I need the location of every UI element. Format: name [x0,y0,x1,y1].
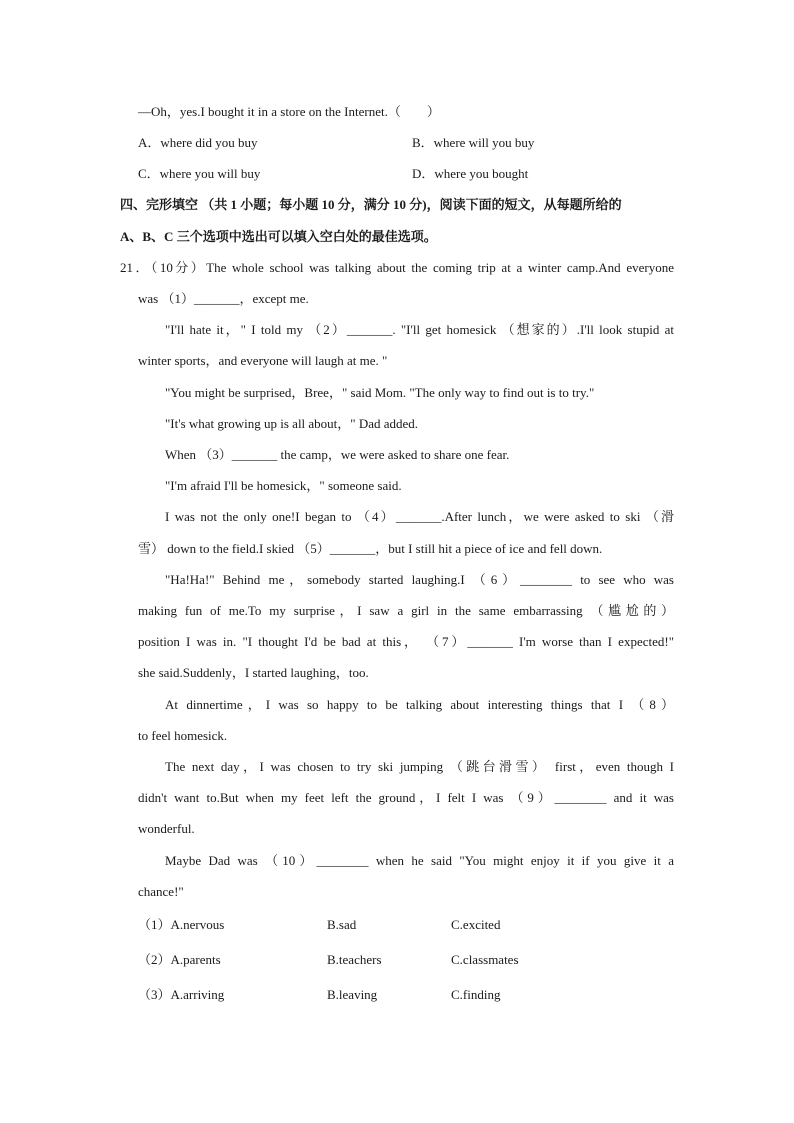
q21-line-20: Maybe Dad was （10）________ when he said "You might enjoy it if you give it a [165,853,674,868]
q21-line-17: The next day，I was chosen to try ski jumping （跳台滑雪） first，even though I [165,759,674,774]
q21-choice-1-b: B.sad [327,917,357,932]
q21-line-21: chance!" [138,884,184,899]
q21-line-2: was （1）_______，except me. [138,291,309,306]
q21-line-18: didn't want to.But when my feet left the ground，I felt I was （9）________ and it was [138,790,674,805]
q21-line-16: to feel homesick. [138,728,228,743]
q20-option-b: B．where will you buy [412,135,535,150]
q20-option-c: C．where you will buy [138,166,261,181]
q21-line-4: winter sports，and everyone will laugh at me. " [138,353,388,368]
q21-line-13: position I was in. "I thought I'd be bad at this， （7）_______ I'm worse than I expected!" [138,634,675,649]
q21-choice-3-a: （3）A.arriving [138,987,225,1002]
q21-line-15: At dinnertime，I was so happy to be talking about interesting things that I （8） [165,697,674,712]
q21-choice-2-c: C.classmates [451,952,519,967]
q21-choice-2-a: （2）A.parents [138,952,221,967]
q20-option-a: A．where did you buy [138,135,258,150]
q21-line-3: "I'll hate it，" I told my （2）_______. "I'll get homesick （想家的）.I'll look stupid at [165,322,674,337]
q21-choice-1-c: C.excited [451,917,501,932]
q21-line-11: "Ha!Ha!" Behind me，somebody started laughing.I （6）________ to see who was [165,572,674,587]
section4-heading-line2: A、B、C 三个选项中选出可以填入空白处的最佳选项。 [120,229,437,244]
q21-line-8: "I'm afraid I'll be homesick，" someone said. [165,478,402,493]
q20-answer-line: —Oh，yes.I bought it in a store on the Internet.（ ） [138,104,440,119]
q21-line-6: "It's what growing up is all about，" Dad added. [165,416,419,431]
q21-choice-2-b: B.teachers [327,952,382,967]
q21-line-5: "You might be surprised，Bree，" said Mom. "The only way to find out is to try." [165,385,595,400]
q21-line-9: I was not the only one!I began to （4）_______.After lunch，we were asked to ski （滑 [165,509,674,524]
q21-choice-3-b: B.leaving [327,987,378,1002]
q21-line-1: 21．（10分）The whole school was talking about the coming trip at a winter camp.And everyone [120,260,674,275]
q21-line-19: wonderful. [138,821,195,836]
q20-option-d: D．where you bought [412,166,529,181]
q21-line-10: 雪） down to the field.I skied （5）_______，but I still hit a piece of ice and fell down. [138,541,603,556]
section4-heading-line1: 四、完形填空 （共 1 小题；每小题 10 分，满分 10 分)，阅读下面的短文，从每题所给的 [120,197,622,212]
q21-line-12: making fun of me.To my surprise，I saw a girl in the same embarrassing （尴尬的） [138,603,674,618]
q21-line-7: When （3）_______ the camp，we were asked to share one fear. [165,447,510,462]
q21-line-14: she said.Suddenly，I started laughing，too. [138,665,369,680]
q21-choice-3-c: C.finding [451,987,501,1002]
q21-choice-1-a: （1）A.nervous [138,917,225,932]
